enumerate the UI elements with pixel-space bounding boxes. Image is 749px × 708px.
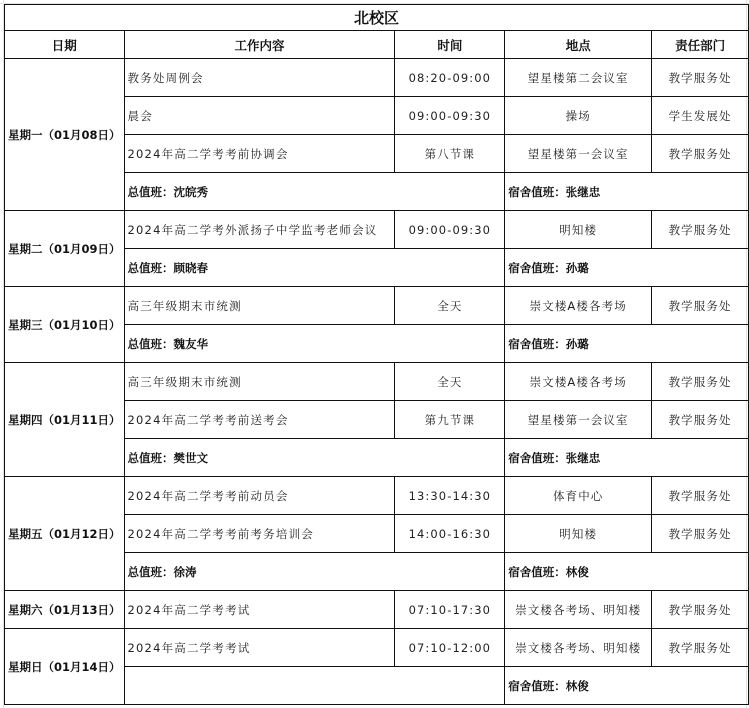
table-row (5, 363, 749, 401)
time-cell[interactable]: 08:20-09:00 (395, 59, 505, 97)
department-cell[interactable]: 教学服务处 (652, 363, 749, 401)
duty-cell[interactable]: 总值班：徐涛 (124, 553, 505, 591)
schedule-table (4, 4, 749, 705)
duty-cell[interactable]: 总值班：樊世文 (124, 439, 505, 477)
duty-cell[interactable]: 总值班：魏友华 (124, 325, 505, 363)
task-cell[interactable]: 2024年高二学考外派扬子中学监考老师会议 (124, 211, 395, 249)
task-cell[interactable]: 2024年高二学考考前协调会 (124, 135, 395, 173)
day-cell[interactable]: 星期三（01月10日） (5, 287, 125, 363)
table-row (5, 629, 749, 667)
day-cell[interactable]: 星期六（01月13日） (5, 591, 125, 629)
task-cell[interactable]: 晨会 (124, 97, 395, 135)
table-row (5, 211, 749, 249)
location-cell[interactable]: 崇文楼各考场、明知楼 (505, 629, 652, 667)
task-cell[interactable]: 2024年高二学考考试 (124, 629, 395, 667)
table-title[interactable]: 北校区 (5, 5, 749, 31)
department-cell[interactable]: 教学服务处 (652, 401, 749, 439)
task-cell[interactable]: 高三年级期末市统测 (124, 363, 395, 401)
dorm-duty-cell[interactable]: 宿舍值班：张继忠 (505, 439, 749, 477)
dorm-duty-cell[interactable]: 宿舍值班：孙璐 (505, 325, 749, 363)
task-cell[interactable]: 2024年高二学考考前送考会 (124, 401, 395, 439)
department-cell[interactable]: 教学服务处 (652, 591, 749, 629)
duty-cell[interactable]: 总值班：顾晓春 (124, 249, 505, 287)
dorm-duty-cell[interactable]: 宿舍值班：林俊 (505, 667, 749, 705)
day-cell[interactable]: 星期一（01月08日） (5, 59, 125, 211)
header-task[interactable]: 工作内容 (124, 31, 395, 59)
header-date[interactable]: 日期 (5, 31, 125, 59)
time-cell[interactable]: 全天 (395, 287, 505, 325)
dorm-duty-cell[interactable]: 宿舍值班：孙璐 (505, 249, 749, 287)
task-cell[interactable]: 2024年高二学考考前考务培训会 (124, 515, 395, 553)
task-cell[interactable]: 2024年高二学考考前动员会 (124, 477, 395, 515)
location-cell[interactable]: 崇文楼各考场、明知楼 (505, 591, 652, 629)
title-row (5, 5, 749, 31)
time-cell[interactable]: 09:00-09:30 (395, 97, 505, 135)
department-cell[interactable]: 学生发展处 (652, 97, 749, 135)
location-cell[interactable]: 望星楼第一会议室 (505, 401, 652, 439)
day-cell[interactable]: 星期五（01月12日） (5, 477, 125, 591)
location-cell[interactable]: 望星楼第一会议室 (505, 135, 652, 173)
time-cell[interactable]: 07:10-12:00 (395, 629, 505, 667)
dorm-duty-cell[interactable]: 宿舍值班：林俊 (505, 553, 749, 591)
time-cell[interactable]: 第八节课 (395, 135, 505, 173)
header-time[interactable]: 时间 (395, 31, 505, 59)
time-cell[interactable]: 第九节课 (395, 401, 505, 439)
location-cell[interactable]: 明知楼 (505, 211, 652, 249)
time-cell[interactable]: 14:00-16:30 (395, 515, 505, 553)
table-row (5, 59, 749, 97)
task-cell[interactable]: 高三年级期末市统测 (124, 287, 395, 325)
location-cell[interactable]: 崇文楼A楼各考场 (505, 287, 652, 325)
location-cell[interactable]: 明知楼 (505, 515, 652, 553)
table-row (5, 477, 749, 515)
time-cell[interactable]: 07:10-17:30 (395, 591, 505, 629)
department-cell[interactable]: 教学服务处 (652, 477, 749, 515)
dorm-duty-cell[interactable]: 宿舍值班：张继忠 (505, 173, 749, 211)
table-row (5, 287, 749, 325)
header-row (5, 31, 749, 59)
day-cell[interactable]: 星期日（01月14日） (5, 629, 125, 705)
table-row (5, 591, 749, 629)
department-cell[interactable]: 教学服务处 (652, 211, 749, 249)
task-cell[interactable]: 2024年高二学考考试 (124, 591, 395, 629)
department-cell[interactable]: 教学服务处 (652, 287, 749, 325)
time-cell[interactable]: 13:30-14:30 (395, 477, 505, 515)
location-cell[interactable]: 操场 (505, 97, 652, 135)
time-cell[interactable]: 09:00-09:30 (395, 211, 505, 249)
task-cell[interactable]: 教务处周例会 (124, 59, 395, 97)
department-cell[interactable]: 教学服务处 (652, 135, 749, 173)
department-cell[interactable]: 教学服务处 (652, 59, 749, 97)
location-cell[interactable]: 崇文楼A楼各考场 (505, 363, 652, 401)
location-cell[interactable]: 望星楼第二会议室 (505, 59, 652, 97)
duty-cell[interactable]: 总值班：沈皖秀 (124, 173, 505, 211)
department-cell[interactable]: 教学服务处 (652, 515, 749, 553)
day-cell[interactable]: 星期四（01月11日） (5, 363, 125, 477)
department-cell[interactable]: 教学服务处 (652, 629, 749, 667)
time-cell[interactable]: 全天 (395, 363, 505, 401)
day-cell[interactable]: 星期二（01月09日） (5, 211, 125, 287)
duty-cell[interactable] (124, 667, 505, 705)
header-department[interactable]: 责任部门 (652, 31, 749, 59)
header-location[interactable]: 地点 (505, 31, 652, 59)
location-cell[interactable]: 体育中心 (505, 477, 652, 515)
